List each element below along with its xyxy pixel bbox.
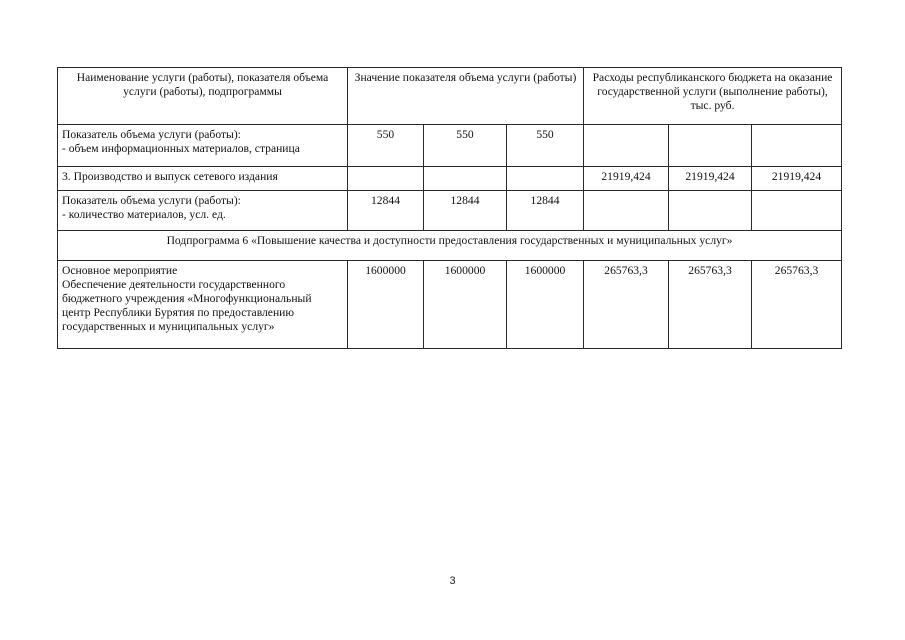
row-label-line: центр Республики Бурятия по предоставлению xyxy=(62,306,295,319)
row-label-line: Показатель объема услуги (работы): xyxy=(62,194,241,207)
table-cell xyxy=(507,167,584,191)
table-cell xyxy=(752,191,842,231)
table-cell xyxy=(584,191,669,231)
table-cell: 550 xyxy=(348,125,424,167)
row-label xyxy=(58,125,348,167)
row-label-line: - объем информационных материалов, страница xyxy=(62,142,300,155)
subprogram-row xyxy=(58,231,842,261)
table-cell: 1600000 xyxy=(424,261,507,349)
table-cell: 1600000 xyxy=(348,261,424,349)
table-cell xyxy=(584,125,669,167)
row-label-line: бюджетного учреждения «Многофункциональный xyxy=(62,292,312,305)
table-cell: 12844 xyxy=(348,191,424,231)
page-number: 3 xyxy=(449,575,456,587)
budget-table xyxy=(57,67,842,349)
table-row xyxy=(58,167,842,191)
row-label xyxy=(58,167,348,191)
table-cell xyxy=(669,125,752,167)
table-cell xyxy=(669,191,752,231)
table-cell: 1600000 xyxy=(507,261,584,349)
row-label xyxy=(58,191,348,231)
subprogram-title: Подпрограмма 6 «Повышение качества и доступности предоставления государственных и муниципальных услуг» xyxy=(58,231,842,261)
table-header-row xyxy=(58,68,842,125)
table-cell: 21919,424 xyxy=(669,167,752,191)
table-cell: 21919,424 xyxy=(584,167,669,191)
table-cell xyxy=(752,125,842,167)
header-service-name: Наименование услуги (работы), показателя объема услуги (работы), подпрограммы xyxy=(58,68,348,125)
row-label-line: Показатель объема услуги (работы): xyxy=(62,128,241,141)
table-cell xyxy=(348,167,424,191)
row-label-line: Обеспечение деятельности государственного xyxy=(62,278,286,291)
table-cell: 265763,3 xyxy=(584,261,669,349)
header-budget-expenses: Расходы республиканского бюджета на оказание государственной услуги (выполнение работы), тыс. руб. xyxy=(584,68,842,125)
table-cell: 12844 xyxy=(424,191,507,231)
table-cell: 550 xyxy=(424,125,507,167)
table-cell: 265763,3 xyxy=(669,261,752,349)
header-volume-value: Значение показателя объема услуги (работы) xyxy=(348,68,584,125)
table-cell: 21919,424 xyxy=(752,167,842,191)
row-label-line: - количество материалов, усл. ед. xyxy=(62,208,226,221)
row-label xyxy=(58,261,348,349)
table-cell: 12844 xyxy=(507,191,584,231)
row-label-line: государственных и муниципальных услуг» xyxy=(62,320,275,333)
row-label-line: Основное мероприятие xyxy=(62,264,178,277)
row-label-line: 3. Производство и выпуск сетевого издания xyxy=(62,170,278,183)
table-cell xyxy=(424,167,507,191)
table-row xyxy=(58,191,842,231)
table-cell: 550 xyxy=(507,125,584,167)
table-cell: 265763,3 xyxy=(752,261,842,349)
table-row xyxy=(58,261,842,349)
table-row xyxy=(58,125,842,167)
